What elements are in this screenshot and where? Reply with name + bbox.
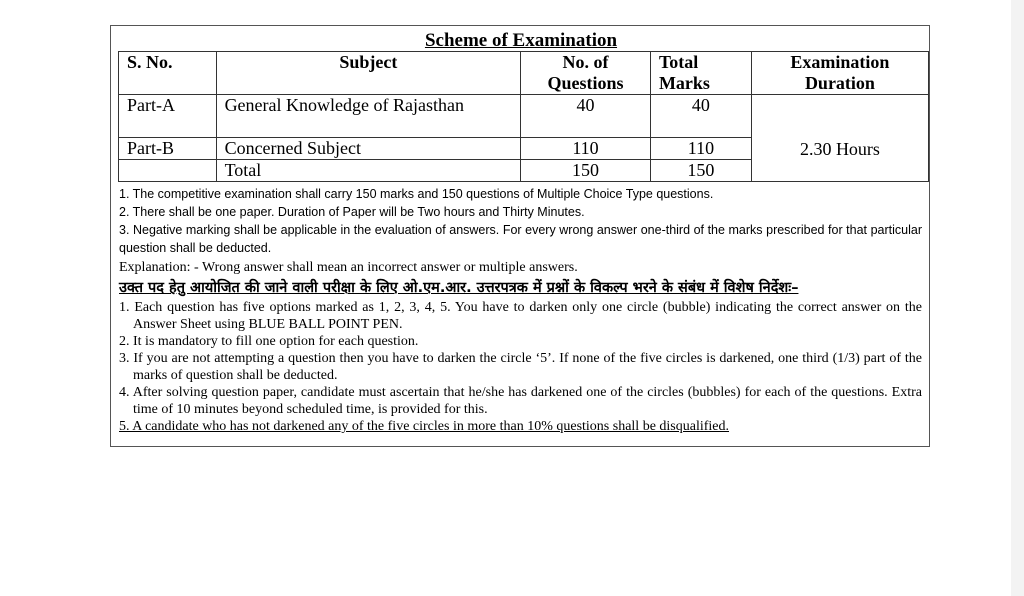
omr-instruction: 3. If you are not attempting a question then you have to darken the circle ‘5’. If none of the five circles is darkened, one third (1/3) part of the marks of question shall be deducted. (119, 351, 922, 383)
scheme-document (110, 25, 930, 447)
header-sno: S. No. (119, 52, 217, 95)
table-row (119, 95, 929, 138)
header-marks (650, 52, 751, 95)
row-questions: 40 (521, 95, 651, 138)
header-questions-line2: Questions (547, 73, 624, 93)
row-subject: General Knowledge of Rajasthan (216, 95, 521, 138)
header-questions (521, 52, 651, 95)
rule-item: 1. The competitive examination shall carry 150 marks and 150 questions of Multiple Choice Type questions. (119, 187, 714, 201)
header-duration-line2: Duration (804, 73, 875, 93)
header-duration (751, 52, 928, 95)
row-questions: 110 (521, 138, 651, 160)
row-subject: Concerned Subject (216, 138, 521, 160)
total-empty-cell (119, 160, 217, 182)
row-marks: 40 (650, 95, 751, 138)
scheme-table (118, 51, 929, 182)
rule-item: 3. Negative marking shall be applicable in the evaluation of answers. For every wrong answer one-third of the marks prescribed for that particular question shall be deducted. (119, 223, 922, 255)
header-marks-line2: Marks (658, 73, 710, 93)
omr-instruction: 1. Each question has five options marked as 1, 2, 3, 4, 5. You have to darken only one circle (bubble) indicating the correct answer on the Answer Sheet using BLUE BALL POINT PEN. (119, 300, 922, 332)
header-questions-line1: No. of (562, 52, 609, 72)
table-header-row (119, 52, 929, 95)
rule-item: 2. There shall be one paper. Duration of Paper will be Two hours and Thirty Minutes. (119, 205, 585, 219)
duration-cell: 2.30 Hours (751, 95, 928, 182)
explanation-text: Explanation: - Wrong answer shall mean an incorrect answer or multiple answers. (119, 260, 578, 275)
omr-instruction: 5. A candidate who has not darkened any of the five circles in more than 10% questions shall be disqualified. (119, 419, 730, 434)
notes-section (119, 185, 922, 435)
row-sno: Part-A (119, 95, 217, 138)
total-marks: 150 (650, 160, 751, 182)
page-title: Scheme of Examination (424, 30, 618, 51)
row-sno: Part-B (119, 138, 217, 160)
omr-instruction: 4. After solving question paper, candidate must ascertain that he/she has darkened one of the circles (bubbles) for each of the questions. Extra time of 10 minutes beyond scheduled time, is provided for this. (119, 385, 922, 417)
header-subject: Subject (216, 52, 521, 95)
omr-instruction: 2. It is mandatory to fill one option for each question. (119, 334, 419, 349)
hindi-heading: उक्त पद हेतु आयोजित की जाने वाली परीक्षा के लिए ओ.एम.आर. उत्तरपत्रक में प्रश्नों के विकल्प भरने के संबंध में विशेष निर्देशः– (119, 280, 799, 296)
header-duration-line1: Examination (790, 52, 890, 72)
page-edge (1011, 0, 1024, 596)
row-marks: 110 (650, 138, 751, 160)
total-questions: 150 (521, 160, 651, 182)
header-marks-line1: Total (658, 52, 699, 72)
total-label: Total (216, 160, 521, 182)
